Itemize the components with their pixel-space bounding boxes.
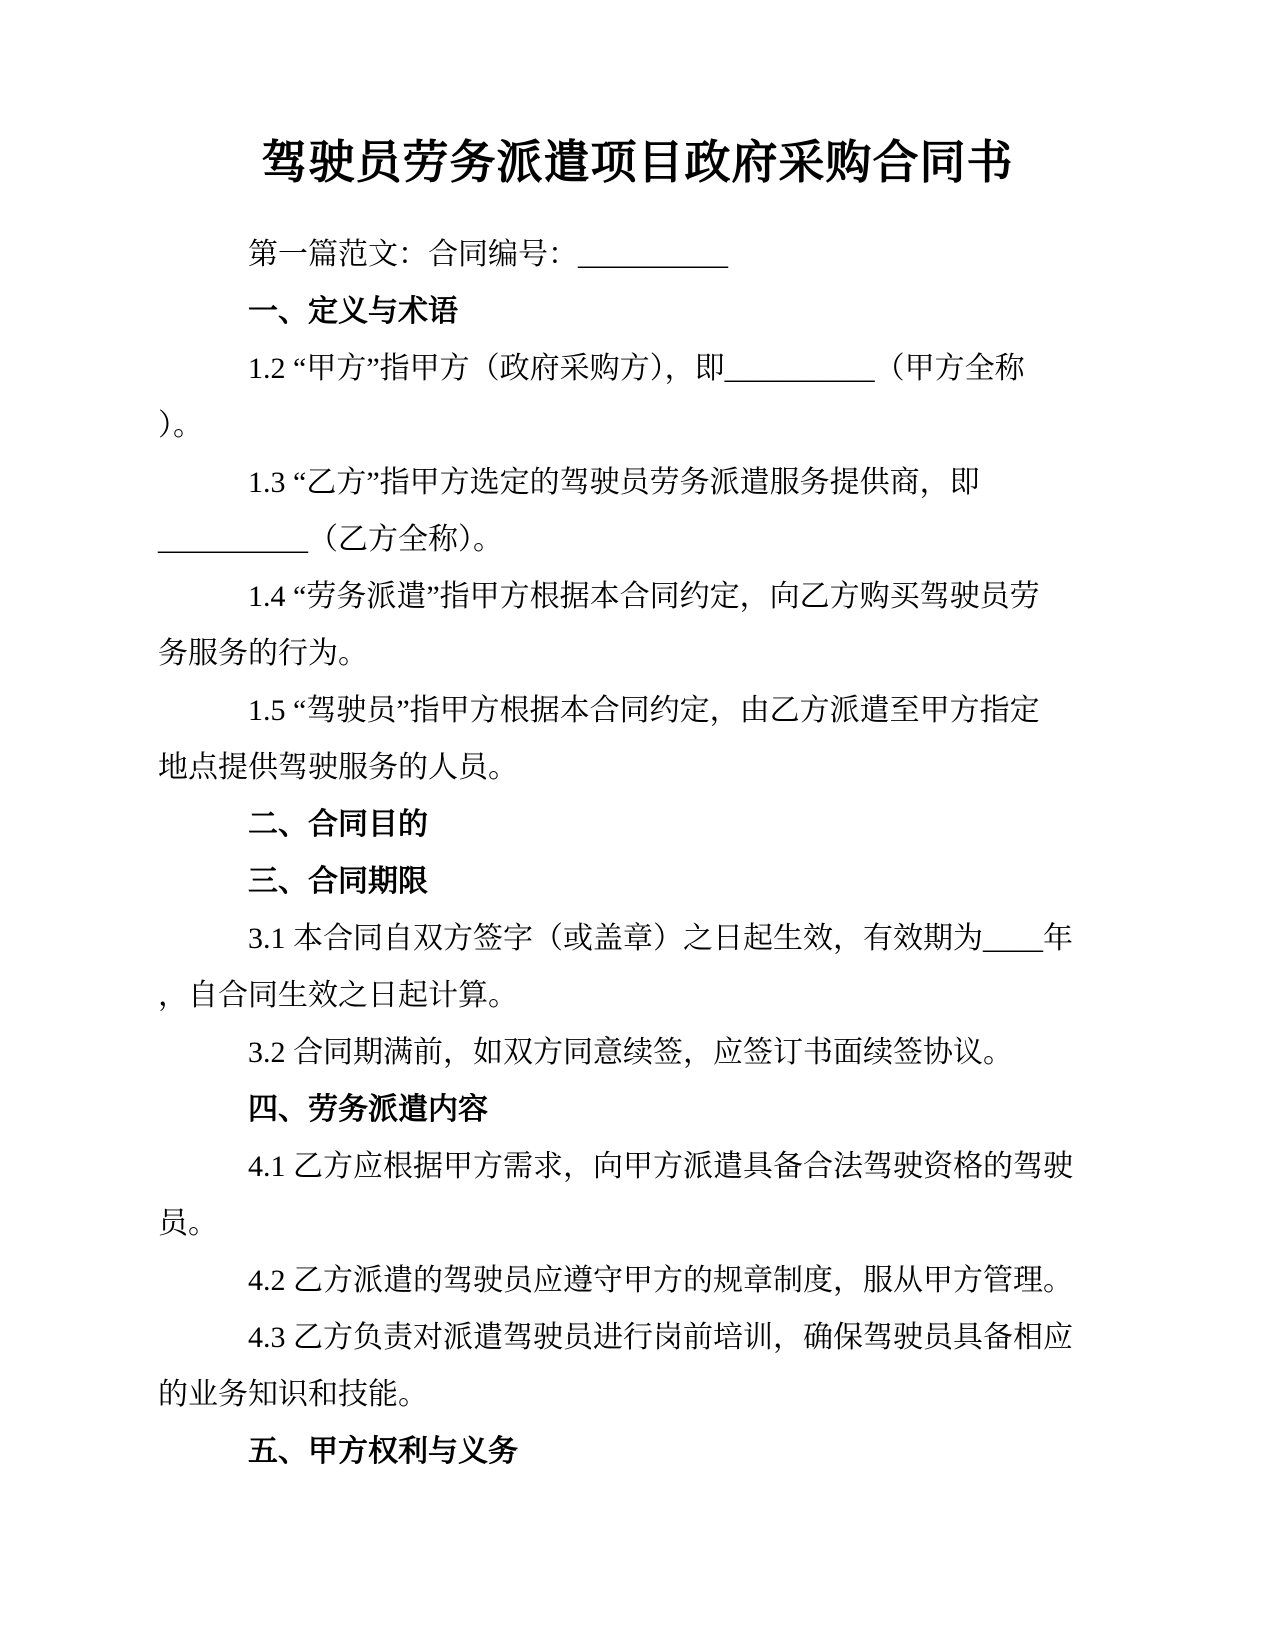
clause-1-4-line-1: 1.4 “劳务派遣”指甲方根据本合同约定，向乙方购买驾驶员劳 xyxy=(248,580,1040,613)
clause-4-2-line-1: 4.2 乙方派遣的驾驶员应遵守甲方的规章制度，服从甲方管理。 xyxy=(248,1264,1073,1297)
clause-3-2-line-1: 3.2 合同期满前，如双方同意续签，应签订书面续签协议。 xyxy=(248,1036,1013,1069)
section-heading-1: 一、定义与术语 xyxy=(248,295,458,328)
clause-3-1-line-1: 3.1 本合同自双方签字（或盖章）之日起生效，有效期为____年 xyxy=(248,922,1073,955)
document-title: 驾驶员劳务派遣项目政府采购合同书 xyxy=(261,137,1014,188)
clause-1-3-line-1: 1.3 “乙方”指甲方选定的驾驶员劳务派遣服务提供商，即 xyxy=(248,466,980,499)
clause-1-4-line-2: 务服务的行为。 xyxy=(158,637,368,670)
clause-4-3-line-2: 的业务知识和技能。 xyxy=(158,1378,428,1411)
clause-1-2-line-2: ）。 xyxy=(158,409,203,442)
section-heading-2: 二、合同目的 xyxy=(248,808,428,841)
contract-body xyxy=(158,226,1073,1480)
clause-4-3-line-1: 4.3 乙方负责对派遣驾驶员进行岗前培训，确保驾驶员具备相应 xyxy=(248,1321,1073,1354)
clause-3-1-line-2: ，自合同生效之日起计算。 xyxy=(158,979,518,1012)
clause-4-1-line-1: 4.1 乙方应根据甲方需求，向甲方派遣具备合法驾驶资格的驾驶 xyxy=(248,1150,1073,1183)
clause-1-5-line-1: 1.5 “驾驶员”指甲方根据本合同约定，由乙方派遣至甲方指定 xyxy=(248,694,1040,727)
section-heading-4: 四、劳务派遣内容 xyxy=(248,1093,488,1126)
contract-intro-line: 第一篇范文：合同编号：__________ xyxy=(248,238,728,271)
clause-4-1-line-2: 员。 xyxy=(158,1207,218,1240)
clause-1-2-line-1: 1.2 “甲方”指甲方（政府采购方），即__________（甲方全称 xyxy=(248,352,1025,385)
section-heading-5: 五、甲方权利与义务 xyxy=(248,1435,518,1468)
clause-1-3-line-2: __________（乙方全称）。 xyxy=(158,523,503,556)
section-heading-3: 三、合同期限 xyxy=(248,865,428,898)
clause-1-5-line-2: 地点提供驾驶服务的人员。 xyxy=(158,751,518,784)
